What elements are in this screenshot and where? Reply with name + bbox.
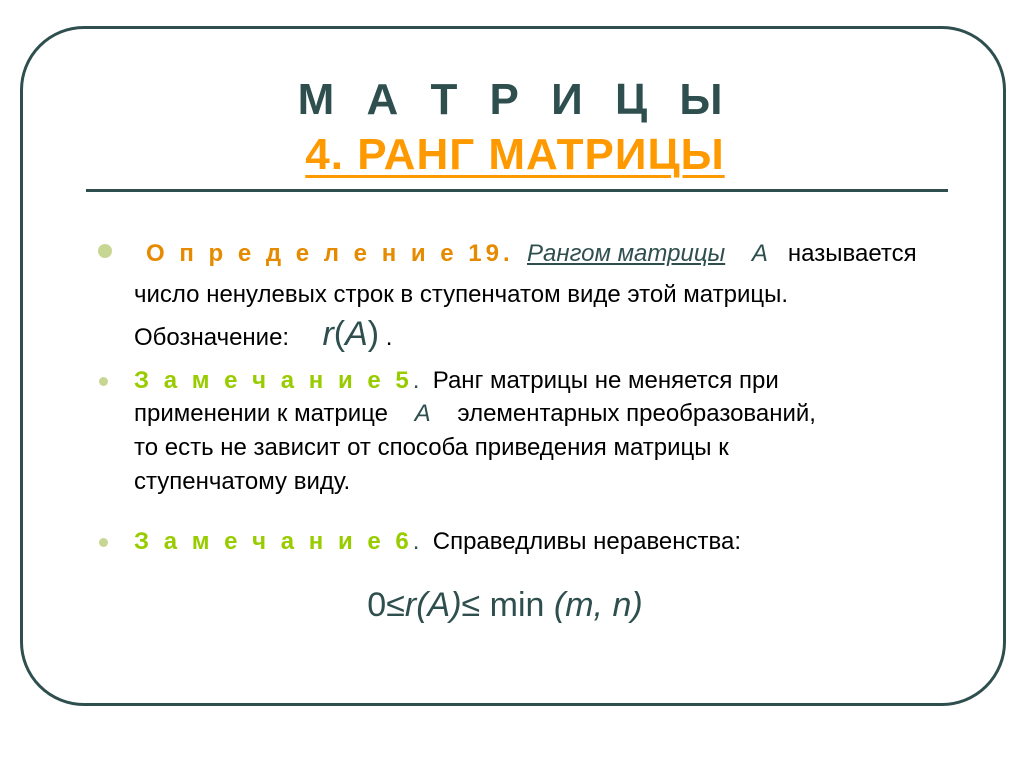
notation-a: А [345,315,368,353]
notation-label: Обозначение: [134,324,290,351]
remark5-line-3: то есть не зависит от способа приведения матрицы к [134,434,729,461]
notation-r: r [322,315,334,353]
formula-args: (m, n) [553,586,643,624]
bullet-remark-6 [99,538,108,547]
formula-zero: 0 [367,586,387,624]
remark5-line-4: ступенчатому виду. [134,468,351,495]
formula-r-a: r(A) [404,586,462,624]
definition-var: А [751,240,768,267]
bullet-remark-5 [99,377,108,386]
definition-tail: называется [787,240,917,267]
notation-close: ) [367,315,380,353]
remark6-line [134,525,741,558]
notation-dot: . [385,324,393,351]
remark5-text-2a: применении к матрице [134,400,388,427]
formula-min: min [480,586,554,624]
definition-label: О п р е д е л е н и е 19. [146,240,514,267]
slide-title: М А Т Р И Ц Ы [297,75,733,124]
definition-line-2: число ненулевых строк в ступенчатом виде этой матрицы. [134,281,789,308]
remark5-line-2 [134,397,816,430]
definition-notation [134,314,392,358]
remark5-line-1 [134,364,779,397]
remark6-label: З а м е ч а н и е 6 [134,528,413,555]
remark5-var: А [414,400,431,427]
remark5-text-2b: элементарных преобразований, [457,400,816,427]
bullet-definition [98,244,112,258]
remark5-text-1: Ранг матрицы не меняется при [432,367,779,394]
formula-le-2: ≤ [461,586,481,624]
remark6-dot: . [412,528,420,555]
subtitle-text: 4. РАНГ МАТРИЦЫ [305,130,725,179]
remark6-text: Справедливы неравенства: [432,528,742,555]
remark5-dot: . [412,367,420,394]
title-divider [86,189,948,192]
definition-term: Рангом матрицы [527,240,726,267]
remark5-label: З а м е ч а н и е 5 [134,367,413,394]
formula-le-1: ≤ [386,586,405,624]
notation-open: ( [333,315,346,353]
slide-subtitle [0,130,1024,180]
definition-line-1 [134,237,917,270]
inequality-formula [0,586,1010,625]
